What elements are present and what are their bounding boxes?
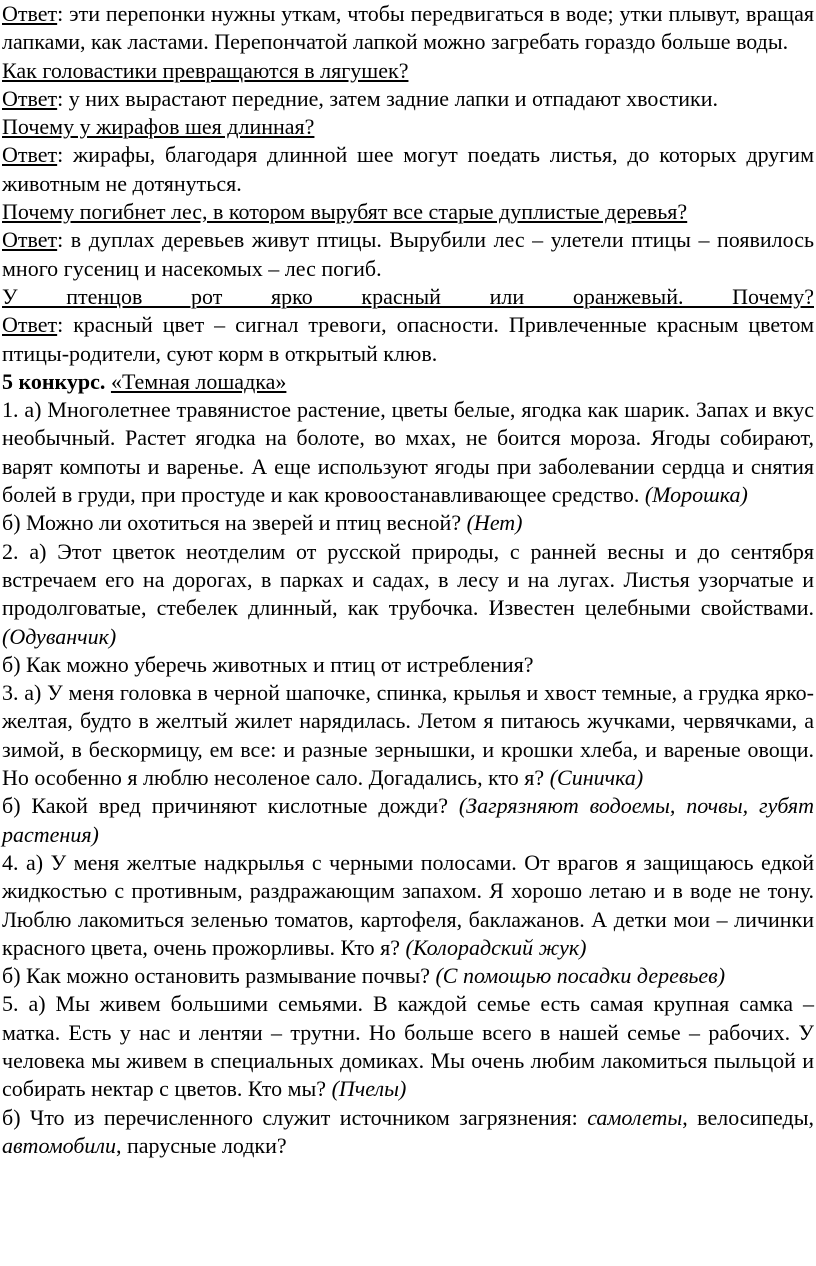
- answer-label: Ответ: [2, 312, 58, 338]
- option-cars: автомобили: [2, 1132, 117, 1158]
- option-airplanes: самолеты: [587, 1104, 683, 1130]
- riddle-text: 4. а) У меня желтые надкрылья с черными полосами. От врагов я защищаюсь едкой жидкостью с противным, раздражающим запахом. Я хорошо летаю и в воде не тону. Люблю лакомиться зеленью томатов, картофеля, баклажанов. А детки мои – личинки красного цвета, очень прожорливы. Кто я?: [2, 849, 814, 960]
- riddle-text: 1. а) Многолетнее травянистое растение, цветы белые, ягодка как шарик. Запах и вкус необычный. Растет ягодка на болоте, во мхах, не боится мороза. Ягоды собирают, варят компоты и варенье. А еще используют ягоды при заболевании сердца и снятия болей в груди, при простуде и как кровоостанавливающее средство.: [2, 397, 814, 508]
- riddle-text: б) Как можно уберечь животных и птиц от истребления?: [2, 651, 534, 677]
- riddle-item: [2, 792, 814, 849]
- contest-number: 5 конкурс.: [2, 368, 106, 394]
- riddle-text: б) Как можно остановить размывание почвы?: [2, 963, 436, 989]
- riddle-answer: (Синичка): [549, 765, 644, 791]
- riddle-item: [2, 651, 814, 679]
- riddle-item: [2, 396, 814, 509]
- riddle-answer: (Одуванчик): [2, 623, 117, 649]
- pollution-question: [2, 1104, 814, 1161]
- answer-label: Ответ: [2, 1, 58, 26]
- answer-label: Ответ: [2, 142, 58, 168]
- riddle-item: [2, 849, 814, 962]
- answer-text: : жирафы, благодаря длинной шее могут поедать листья, до которых другим животным не дотянуться.: [2, 142, 814, 196]
- contest-heading: [2, 368, 814, 396]
- riddle-answer: (С помощью посадки деревьев): [435, 963, 726, 989]
- answer-paragraph: [2, 85, 814, 113]
- riddle-text: 5. а) Мы живем большими семьями. В каждой семье есть самая крупная самка – матка. Есть у нас и лентяи – трутни. Но больше всего в нашей семье – рабочих. У человека мы живем в специальных домиках. Мы очень любим лакомиться пыльцой и собирать нектар с цветов. Кто мы?: [2, 991, 814, 1102]
- riddle-item: [2, 679, 814, 792]
- contest-title: «Темная лошадка»: [110, 368, 287, 394]
- riddle-item: [2, 509, 814, 537]
- riddle-answer: (Загрязняют водоемы, почвы, губят растения): [2, 793, 814, 847]
- answer-text: : в дуплах деревьев живут птицы. Вырубили лес – улетели птицы – появилось много гусениц и насекомых – лес погиб.: [2, 227, 814, 281]
- riddle-text: 3. а) У меня головка в черной шапочке, спинка, крылья и хвост темные, а грудка ярко-желтая, будто в желтый жилет нарядилась. Летом я питаюсь жучками, червячками, а зимой, в бескормицу, ем все: и разные зернышки, и крошки хлеба, и вареные овощи. Но особенно я люблю несоленое сало. Догадались, кто я?: [2, 680, 814, 791]
- riddle-item: [2, 538, 814, 651]
- riddle-item: [2, 990, 814, 1103]
- answer-text: : у них вырастают передние, затем задние лапки и отпадают хвостики.: [57, 85, 719, 111]
- answer-paragraph: [2, 226, 814, 283]
- answer-text: : эти перепонки нужны уткам, чтобы передвигаться в воде; утки плывут, вращая лапками, как ластами. Перепончатой лапкой можно загребать гораздо больше воды.: [2, 1, 814, 55]
- riddle-text: б) Какой вред причиняют кислотные дожди?: [2, 793, 459, 819]
- riddle-answer: (Пчелы): [331, 1076, 407, 1102]
- answer-label: Ответ: [2, 85, 58, 111]
- riddle-answer: (Нет): [466, 510, 523, 536]
- question-line: Как головастики превращаются в лягушек?: [2, 57, 409, 83]
- riddle-text: 2. а) Этот цветок неотделим от русской природы, с ранней весны и до сентября встречаем его на дорогах, в парках и садах, в лесу и на лугах. Листья узорчатые и продолговатые, стебелек длинный, как трубочка. Известен целебными свойствами.: [2, 538, 814, 621]
- question-line: Почему у жирафов шея длинная?: [2, 114, 315, 140]
- riddle-item: [2, 962, 814, 990]
- option-separator: , велосипеды,: [682, 1104, 814, 1130]
- riddle-text: б) Можно ли охотиться на зверей и птиц весной?: [2, 510, 467, 536]
- riddle-answer: (Морошка): [644, 482, 748, 508]
- pollution-suffix: , парусные лодки?: [116, 1132, 287, 1158]
- answer-label: Ответ: [2, 227, 58, 253]
- question-line: Почему погибнет лес, в котором вырубят все старые дуплистые деревья?: [2, 199, 688, 225]
- answer-paragraph: [2, 311, 814, 368]
- pollution-prefix: б) Что из перечисленного служит источником загрязнения:: [2, 1104, 588, 1130]
- riddle-answer: (Колорадский жук): [405, 934, 587, 960]
- answer-paragraph: [2, 141, 814, 198]
- question-line: У птенцов рот ярко красный или оранжевый. Почему?: [2, 283, 814, 309]
- answer-text: : красный цвет – сигнал тревоги, опасности. Привлеченные красным цветом птицы-родители, суют корм в открытый клюв.: [2, 312, 814, 366]
- answer-paragraph: [2, 0, 814, 57]
